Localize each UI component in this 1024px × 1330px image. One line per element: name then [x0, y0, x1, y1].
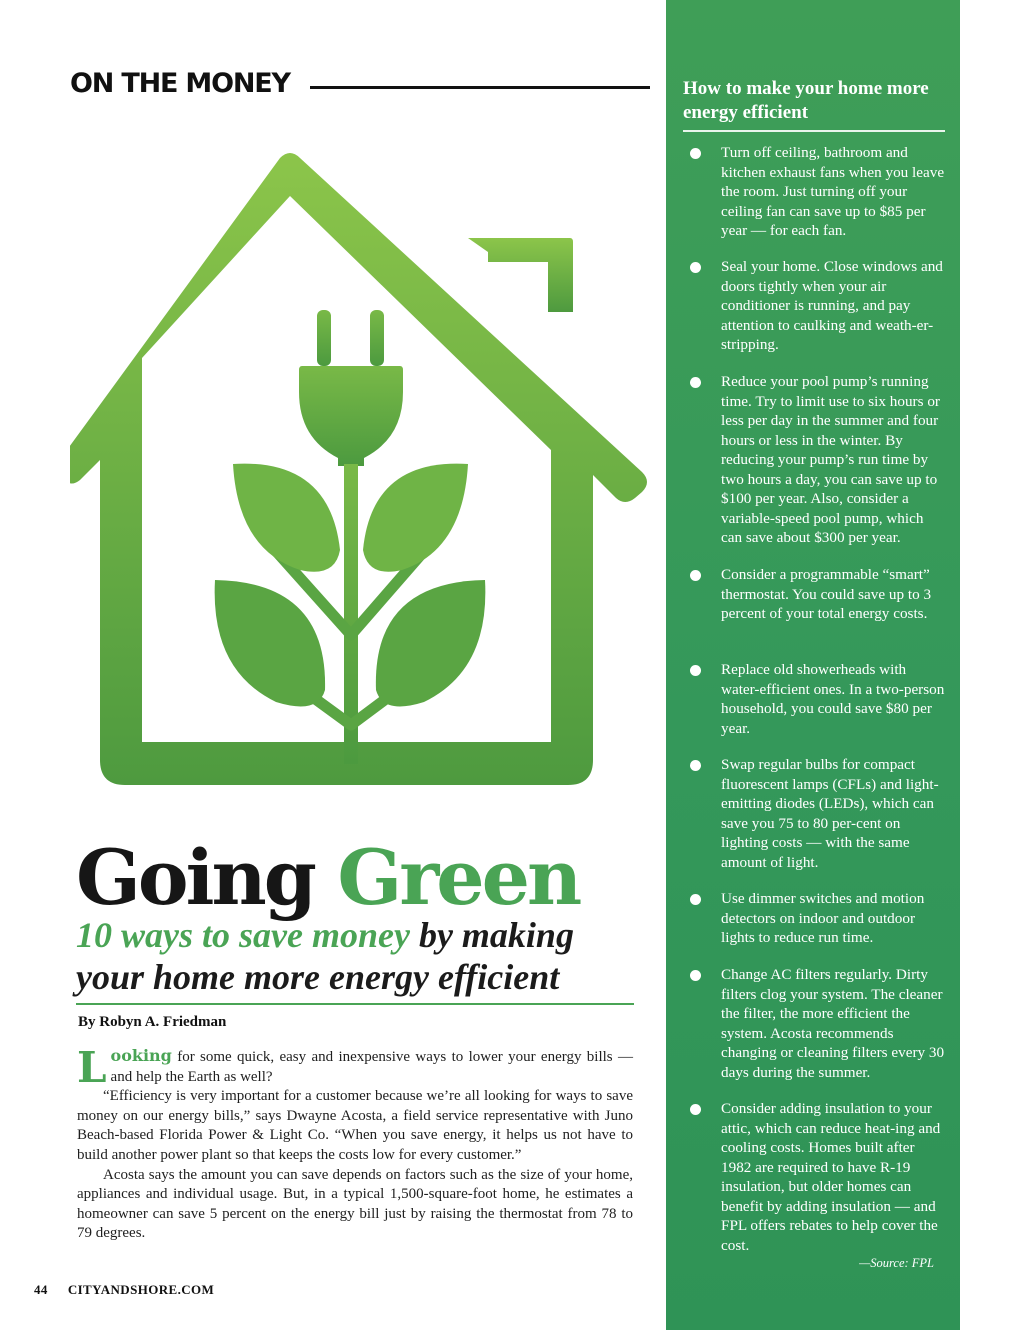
drop-cap: L — [77, 1043, 107, 1092]
headline — [76, 830, 579, 926]
tip-text: Turn off ceiling, bathroom and kitchen exhaust fans when you leave the room. Just turning off your ceiling fan can save up to $85 per year — for each fan. — [721, 144, 945, 239]
bullet-icon — [690, 1104, 701, 1115]
green-house-plant-plug-icon — [70, 130, 670, 830]
tip-text: Replace old showerheads with water-efficient ones. In a two-person household, you could save $80 per year. — [721, 661, 945, 737]
tips-list — [666, 0, 960, 1330]
leaf-upper-left — [233, 464, 340, 572]
tip-text: Change AC filters regularly. Dirty filters clog your system. The cleaner the filter, the more efficient the system. Acosta recommends changing or cleaning filters every 30 days during the summer. — [721, 966, 945, 1081]
leaf-upper-right — [363, 464, 468, 572]
title-rule — [76, 1003, 634, 1005]
leaf-lower-left — [215, 580, 325, 706]
plug-prong-right — [370, 310, 384, 366]
headline-word-going: Going — [76, 833, 314, 922]
tip-text: Consider adding insulation to your attic, which can reduce heat-ing and cooling costs. Homes built after 1982 are required to have R-19 insulation, but older homes can benefit by adding insulation — and FPL offers rebates to help cover the cost. — [721, 1100, 941, 1254]
headline-word-green: Green — [337, 833, 580, 922]
tip-text: Swap regular bulbs for compact fluorescent lamps (CFLs) and light-emitting diodes (LEDs), which can save you 75 to 80 per-cent on lighting costs — with the same amount of light. — [721, 756, 939, 871]
section-rule — [310, 86, 650, 89]
bullet-icon — [690, 570, 701, 581]
bullet-icon — [690, 148, 701, 159]
page-footer — [34, 1282, 214, 1298]
paragraph-1 — [77, 1043, 633, 1092]
leaf-lower-right — [376, 580, 485, 706]
tip-text: Use dimmer switches and motion detectors on indoor and outdoor lights to reduce run time. — [721, 890, 925, 946]
subhead-rest: by making your home more energy efficient — [76, 915, 574, 997]
paragraph-3: Acosta says the amount you can save depends on factors such as the size of your home, appliances and individual usage. But, in a typical 1,500-square-foot home, he estimates a homeowner can save 5 percent on the energy bill just by raising the thermostat from 78 to 79 degrees. — [77, 1166, 633, 1242]
page-number: 44 — [34, 1282, 48, 1297]
paragraph-2: “Efficiency is very important for a customer because we’re all looking for ways to save money on our energy bills,” says Dwayne Acosta, a field service representative with Juno Beach-based Florida Power & Light Co. “When you save energy, it helps us not have to build another power plant so that keeps the costs low for every customer.” — [77, 1088, 633, 1163]
bullet-icon — [690, 377, 701, 388]
plug-head-shape — [299, 366, 403, 466]
section-title: ON THE MONEY — [70, 68, 290, 99]
subhead-accent: 10 ways to save money — [76, 915, 410, 955]
bullet-icon — [690, 970, 701, 981]
subheadline — [76, 914, 646, 998]
bullet-icon — [690, 894, 701, 905]
tip-text: Seal your home. Close windows and doors tightly when your air conditioner is running, and pay attention to caulking and weath-er-stripping. — [721, 258, 943, 353]
tips-sidebar — [666, 0, 960, 1330]
byline: By Robyn A. Friedman — [78, 1014, 227, 1030]
chimney-shape — [468, 238, 573, 312]
bullet-icon — [690, 665, 701, 676]
site-url: CITYANDSHORE.COM — [67, 1282, 215, 1297]
paragraph-1-text: for some quick, easy and inexpensive ways to lower your energy bills — and help the Earth as well? — [110, 1049, 633, 1085]
section-header — [70, 64, 650, 108]
sidebar-title: How to make your home more energy efficient — [683, 78, 929, 123]
plug-prong-left — [317, 310, 331, 366]
tip-text: Consider a programmable “smart” thermostat. You could save up to 3 percent of your total energy costs. — [721, 566, 932, 622]
bullet-icon — [690, 262, 701, 273]
article-body — [77, 1043, 633, 1244]
source-credit: —Source: FPL — [859, 1256, 934, 1270]
bullet-icon — [690, 760, 701, 771]
lead-word: ooking — [110, 1046, 172, 1065]
tip-text: Reduce your pool pump’s running time. Try to limit use to six hours or less per day in the summer and four hours or less in the winter. By reducing your pump’s run time by two hours a day, you can save up to $100 per year. Also, consider a variable-speed pool pump, which can save about $300 per year. — [721, 373, 940, 546]
